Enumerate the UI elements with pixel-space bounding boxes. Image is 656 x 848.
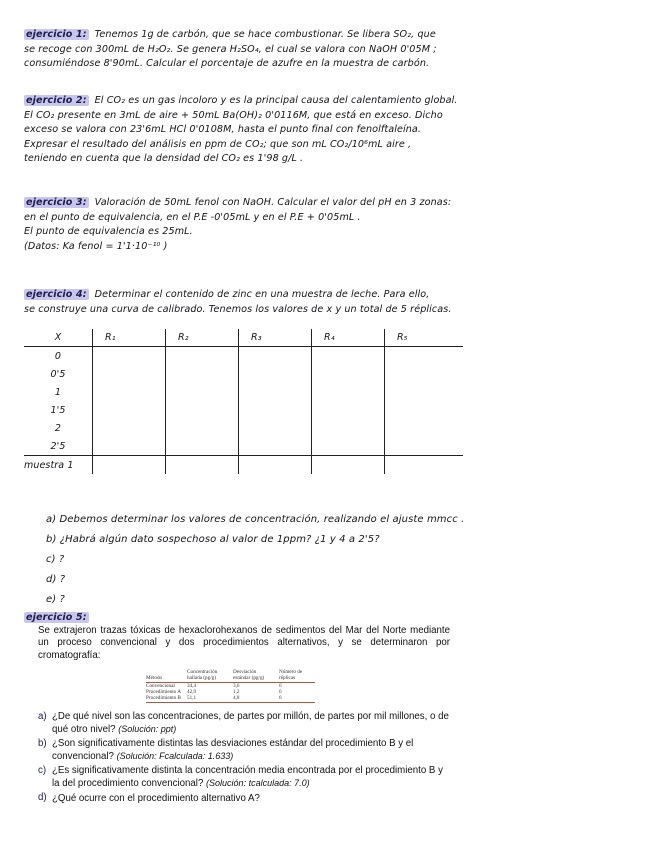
list-item: a) ¿De qué nivel son las concentraciones, de partes por millón, de partes por mil millones, o de qué otro nivel? (Solución: ppt) xyxy=(38,710,449,735)
table-header-r4: R₄ xyxy=(312,329,385,347)
exercise-3-line: El punto de equivalencia es 25mL. xyxy=(24,226,193,237)
table-row xyxy=(24,437,463,456)
exercise-3-label: ejercicio 3: xyxy=(26,197,87,208)
x-value: 2'5 xyxy=(50,440,66,452)
table-row-muestra xyxy=(24,456,463,475)
exercise-5-questions xyxy=(38,711,450,806)
table-row xyxy=(24,401,463,419)
exercise-4-label: ejercicio 4: xyxy=(26,289,87,300)
exercise-2-label: ejercicio 2: xyxy=(26,95,87,106)
exercise-4-line: se construye una curva de calibrado. Tenemos los valores de x y un total de 5 réplicas. xyxy=(24,303,452,315)
x-value: 1'5 xyxy=(50,404,66,416)
exercise-1 xyxy=(24,28,636,72)
subquestion-e: e) ? xyxy=(46,594,65,605)
methods-header-method: Método xyxy=(146,669,187,683)
table-header-r5: R₅ xyxy=(385,329,464,347)
subquestion-d: d) ? xyxy=(46,574,66,585)
methods-header-std: Desviación estándar (pg/g) xyxy=(233,669,279,683)
solution-text: (Solución: Fcalculada: 1.633) xyxy=(116,750,234,761)
table-row xyxy=(24,347,463,366)
solution-text: (Solución: ppt) xyxy=(118,723,177,734)
exercise-3-line: (Datos: Ka fenol = 1'1·10⁻¹⁰ ) xyxy=(24,240,168,252)
methods-table-header xyxy=(146,669,315,683)
methods-header-replicas: Número de réplicas xyxy=(279,669,315,683)
exercise-3-line: en el punto de equivalencia, en el P.E -0'05mL y en el P.E + 0'05mL . xyxy=(24,211,361,223)
table-header-r1: R₁ xyxy=(93,329,166,347)
x-value: 2 xyxy=(54,422,62,434)
list-item: b) ¿Son significativamente distintas las desviaciones estándar del procedimiento B y el convencional? (Solución: Fcalculada: 1.633) xyxy=(38,737,414,762)
list-item: d) ¿Qué ocurre con el procedimiento alternativo A? xyxy=(38,791,260,804)
exercise-1-label: ejercicio 1: xyxy=(26,29,87,40)
exercise-1-line: consumiéndose 8'90mL. Calcular el porcentaje de azufre en la muestra de carbón. xyxy=(24,58,430,69)
table-row xyxy=(24,383,463,401)
exercise-3 xyxy=(24,196,636,254)
table-row xyxy=(24,365,463,383)
methods-header-concentration: Concentración hallada (pg/g) xyxy=(187,669,233,683)
subquestion-a: a) Debemos determinar los valores de concentración, realizando el ajuste mmcc . xyxy=(46,514,465,525)
exercise-5-label: ejercicio 5: xyxy=(26,612,87,623)
solution-text: (Solución: tcalculada: 7.0) xyxy=(206,777,310,788)
exercise-2-line: Expresar el resultado del análisis en ppm de CO₂; que son mL CO₂/10⁶mL aire , xyxy=(24,138,412,150)
table-row: Convencional 34,4 3,6 6 xyxy=(146,682,282,689)
exercise-2 xyxy=(24,94,636,167)
table-header-row xyxy=(24,329,463,347)
replicas-table xyxy=(24,329,463,474)
exercise-2-line: exceso se valora con 23'6mL HCl 0'0108M, hasta el punto final con fenolftaleína. xyxy=(24,124,422,135)
exercise-4 xyxy=(24,288,636,317)
exercise-5-heading xyxy=(24,611,636,626)
table-header-r3: R₃ xyxy=(239,329,312,347)
exercise-4-line: ejercicio 4: Determinar el contenido de zinc en una muestra de leche. Para ello, xyxy=(26,289,430,300)
table-header-r2: R₂ xyxy=(166,329,239,347)
exercise-2-line: El CO₂ presente en 3mL de aire + 50mL Ba(OH)₂ 0'0116M, que está en exceso. Dicho xyxy=(24,109,443,121)
subquestion-c: c) ? xyxy=(46,554,65,565)
subquestion-b: b) ¿Habrá algún dato sospechoso al valor de 1ppm? ¿1 y 4 a 2'5? xyxy=(46,534,380,545)
methods-table xyxy=(146,669,315,703)
table-row xyxy=(24,419,463,437)
exercise-3-line: ejercicio 3: Valoración de 50mL fenol con NaOH. Calcular el valor del pH en 3 zonas: xyxy=(26,197,452,208)
table-header-x: X xyxy=(24,329,93,347)
table-row: Procedimiento A 42,9 1,2 6 xyxy=(146,689,282,696)
list-item: c) ¿Es significativamente distinta la concentración media encontrada por el procedimiento B y la del procedimiento convencional? (Solución: tcalculada: 7.0) xyxy=(38,764,443,789)
x-value: 1 xyxy=(54,386,62,398)
exercise-2-line: teniendo en cuenta que la densidad del CO₂ es 1'98 g/L . xyxy=(24,153,304,164)
muestra-label: muestra 1 xyxy=(24,456,93,475)
exercise-4-subquestions xyxy=(46,510,464,610)
exercise-1-line: ejercicio 1: Tenemos 1g de carbón, que se hace combustionar. Se libera SO₂, que xyxy=(26,29,436,40)
exercise-5-intro: Se extrajeron trazas tóxicas de hexaclorohexanos de sedimentos del Mar del Norte mediante un proceso convencional y dos procedimientos alternativos, y se determinaron por cromatografía: xyxy=(38,625,450,661)
x-value: 0'5 xyxy=(50,368,66,380)
table-row: Procedimiento B 51,1 4,8 6 xyxy=(146,695,315,702)
exercise-5-printed xyxy=(38,625,450,807)
x-value: 0 xyxy=(54,350,62,362)
exercise-2-line: ejercicio 2: El CO₂ es un gas incoloro y es la principal causa del calentamiento global. xyxy=(26,95,458,106)
exercise-1-line: se recoge con 300mL de H₂O₂. Se genera H₂SO₄, el cual se valora con NaOH 0'05M ; xyxy=(24,43,437,55)
